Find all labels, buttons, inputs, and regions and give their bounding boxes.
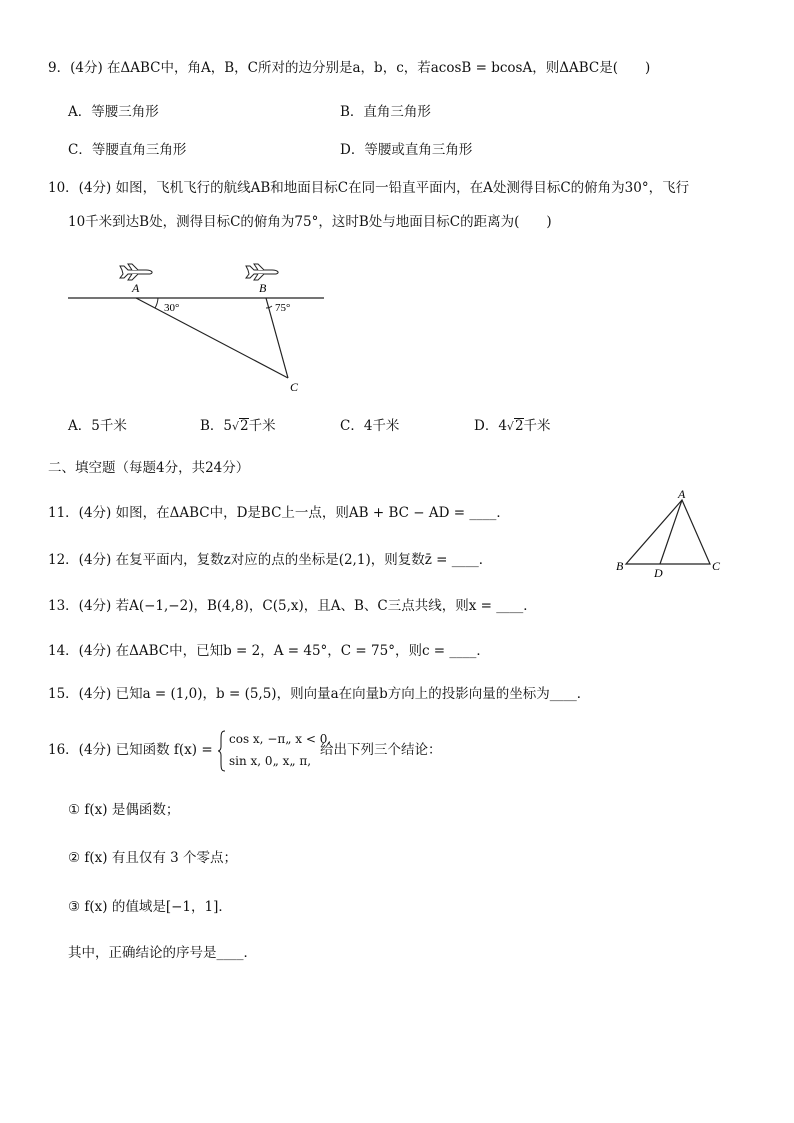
- sight-line-ac: [136, 298, 291, 378]
- q10-figure: [60, 250, 340, 400]
- fig11-label-b: B: [616, 559, 624, 573]
- q9-stem: 9．(4分) 在ΔABC中，角A，B，C所对的边分别是a，b，c，若acosB = bcosA，则ΔABC是( ): [48, 60, 651, 76]
- q9-option-c: C．等腰直角三角形: [68, 142, 187, 158]
- fig10-label-a: A: [132, 281, 140, 295]
- q16-conclusion-1: ① f(x) 是偶函数；: [68, 802, 180, 818]
- fig11-label-a: A: [678, 487, 686, 501]
- q15-stem: 15．(4分) 已知a = (1,0)，b = (5,5)，则向量a在向量b方向上的投影向量的坐标为____．: [48, 686, 591, 702]
- q16-brace: [217, 730, 227, 772]
- q9-option-b: B．直角三角形: [340, 104, 431, 120]
- fig10-angle-b: 75°: [275, 302, 291, 314]
- q16-conclusion-2: ② f(x) 有且仅有 3 个零点；: [68, 850, 238, 866]
- q16-case1: cos x, −π„ x < 0,: [229, 732, 332, 746]
- q9-option-d: D．等腰或直角三角形: [340, 142, 473, 158]
- fig11-label-d: D: [654, 566, 663, 580]
- q10-option-d: D．4√2千米: [474, 418, 551, 434]
- q16-stem-suffix: 给出下列三个结论：: [320, 742, 442, 758]
- q10-stem-line2: 10千米到达B处，测得目标C的俯角为75°，这时B处与地面目标C的距离为( ): [68, 214, 552, 230]
- q13-stem: 13．(4分) 若A(−1,−2)，B(4,8)，C(5,x)，且A、B、C三点共线，则x = ____．: [48, 598, 537, 614]
- q12-stem: 12．(4分) 在复平面内，复数z对应的点的坐标是(2,1)，则复数z̄ = ____．: [48, 552, 493, 568]
- q10-option-b: B．5√2千米: [200, 418, 276, 434]
- fig10-label-b: B: [259, 281, 267, 295]
- q16-stem-prefix: 16．(4分) 已知函数 f(x) =: [48, 742, 213, 758]
- q10-option-a: A．5千米: [68, 418, 127, 434]
- q10-stem-line1: 10．(4分) 如图，飞机飞行的航线AB和地面目标C在同一铅直平面内，在A处测得目标C的俯角为30°，飞行: [48, 180, 690, 196]
- fig11-label-c: C: [712, 559, 721, 573]
- q16-conclusion-3: ③ f(x) 的值域是[−1，1]．: [68, 899, 232, 915]
- q11-figure: [612, 486, 722, 582]
- fig10-label-c: C: [290, 380, 299, 394]
- fig10-angle-a: 30°: [164, 302, 180, 314]
- q9-option-a: A．等腰三角形: [68, 104, 159, 120]
- airplane-icon: [120, 264, 152, 280]
- section2-title: 二、填空题（每题4分，共24分）: [48, 460, 250, 476]
- q16-ask: 其中，正确结论的序号是____．: [68, 945, 257, 961]
- q11-stem: 11．(4分) 如图，在ΔABC中，D是BC上一点，则AB + BC − AD = ____．: [48, 505, 510, 521]
- airplane-icon: [246, 264, 278, 280]
- q14-stem: 14．(4分) 在ΔABC中，已知b = 2，A = 45°，C = 75°，则c = ____．: [48, 643, 490, 659]
- q10-option-c: C．4千米: [340, 418, 400, 434]
- q16-case2: sin x, 0„ x„ π,: [229, 754, 312, 768]
